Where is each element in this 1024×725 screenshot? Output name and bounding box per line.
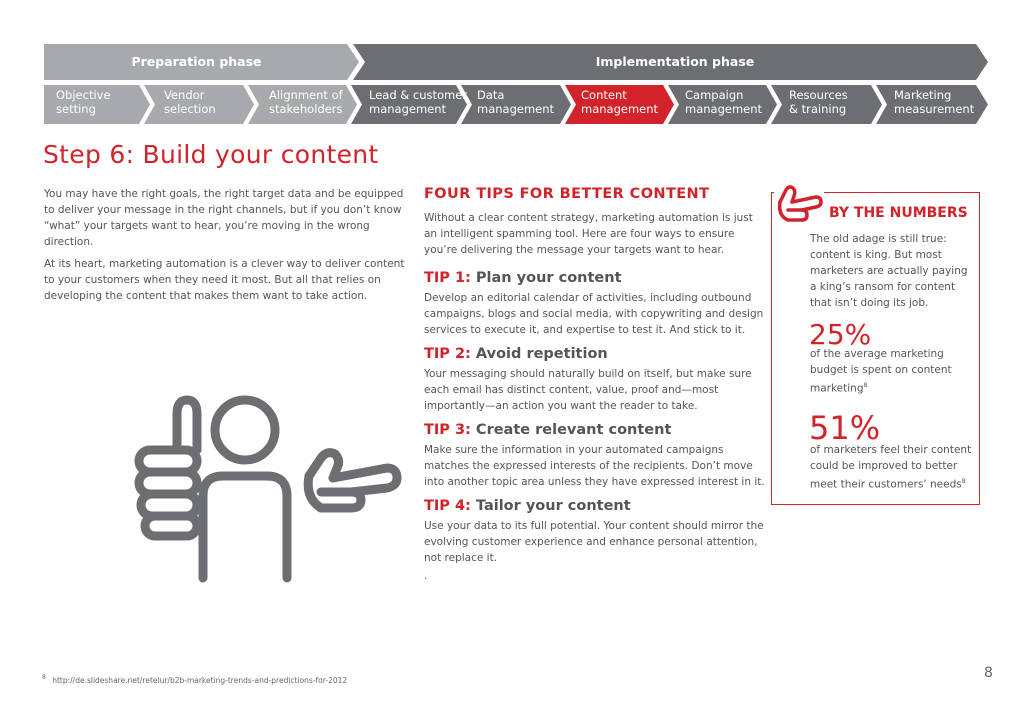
tip-2-number: TIP 2: xyxy=(424,346,471,362)
tip-1-title: Plan your content xyxy=(475,270,622,286)
stat-1-text xyxy=(810,346,975,397)
step-label-content: Content management xyxy=(581,88,659,116)
tips-trailing-mark: . xyxy=(424,570,428,582)
tip-1-body: Develop an editorial calendar of activities, including outbound campaigns, blogs and social media, with copywriting and design services to execute it, and expertise to test it. And stick to it. xyxy=(424,292,764,336)
tip-4-number: TIP 4: xyxy=(424,498,471,514)
footnote-mark: 8 xyxy=(42,674,46,681)
tip-3-number: TIP 3: xyxy=(424,422,471,438)
step-label-measurement: Marketing measurement xyxy=(894,88,975,116)
by-the-numbers-heading: BY THE NUMBERS xyxy=(829,205,968,221)
intro-paragraph-2: At its heart, marketing automation is a clever way to deliver content to your customers when they need it most. But all that relies on developing the content that makes them want to take action. xyxy=(44,258,405,302)
person-head-icon xyxy=(215,400,275,460)
tips-heading: FOUR TIPS FOR BETTER CONTENT xyxy=(424,186,710,202)
tip-4-title: Tailor your content xyxy=(475,498,631,514)
pointing-hand-icon xyxy=(774,180,824,228)
tip-1-heading xyxy=(424,270,622,286)
tip-2-body: Your messaging should naturally build on itself, but make sure each email has distinct content, value, proof and—most importantly—an action you want the reader to take. xyxy=(424,368,752,412)
preparation-phase-label: Preparation phase xyxy=(131,54,262,69)
tip-3-title: Create relevant content xyxy=(475,422,672,438)
tip-2-title: Avoid repetition xyxy=(475,346,608,362)
stat-1-value: 25% xyxy=(809,318,872,351)
numbers-intro: The old adage is still true: content is king. But most marketers are actually paying a king’s ransom for content that isn’t doing its job. xyxy=(810,233,968,309)
step-label-objective: Objective setting xyxy=(56,88,111,116)
tip-3-heading xyxy=(424,422,671,438)
stat-2-value: 51% xyxy=(809,409,881,447)
step-label-lead: Lead & customer management xyxy=(369,88,468,116)
stat-2-footnote-ref: 8 xyxy=(961,478,966,485)
thumbs-up-icon xyxy=(139,400,197,536)
step-label-campaign: Campaign management xyxy=(685,88,763,116)
stat-1-description: of the average marketing budget is spent on content marketing xyxy=(810,348,952,395)
footnote xyxy=(42,674,347,685)
step-label-resources: Resources & training xyxy=(789,88,848,116)
person-body-icon xyxy=(203,476,287,578)
tip-2-heading xyxy=(424,346,608,362)
implementation-phase-label: Implementation phase xyxy=(595,54,755,69)
tip-4-heading xyxy=(424,498,631,514)
tips-lead-paragraph: Without a clear content strategy, marketing automation is just an intelligent spamming tool. Here are four ways to ensure you’re delivering the message your targets want to hear. xyxy=(424,212,753,256)
stat-2-text xyxy=(810,442,975,493)
stat-1-footnote-ref: 8 xyxy=(863,382,868,389)
page-title: Step 6: Build your content xyxy=(43,140,379,169)
step-label-vendor: Vendor selection xyxy=(164,88,216,116)
tip-3-body: Make sure the information in your automated campaigns matches the expressed interests of the recipients. Don’t move into another topic area unless they have expressed interest in it. xyxy=(424,444,765,488)
tip-1-number: TIP 1: xyxy=(424,270,471,286)
pointing-hand-icon xyxy=(308,453,397,508)
intro-paragraph-1: You may have the right goals, the right target data and be equipped to deliver your message in the right channels, but if you don’t know “what” your targets want to hear, you’re moving in the wrong direction. xyxy=(44,188,404,248)
footnote-link[interactable]: http://de.slideshare.net/retelur/b2b-marketing-trends-and-predictions-for-2012 xyxy=(52,675,348,685)
stat-2-description: of marketers feel their content could be improved to better meet their customers’ needs xyxy=(810,444,972,491)
step-label-data: Data management xyxy=(477,88,555,116)
thumbs-up-person-illustration xyxy=(125,388,405,588)
tip-4-body: Use your data to its full potential. Your content should mirror the evolving customer experience and enhance personal attention, not replace it. xyxy=(424,520,764,564)
step-label-alignment: Alignment of stakeholders xyxy=(269,88,343,116)
page-number: 8 xyxy=(984,665,993,681)
